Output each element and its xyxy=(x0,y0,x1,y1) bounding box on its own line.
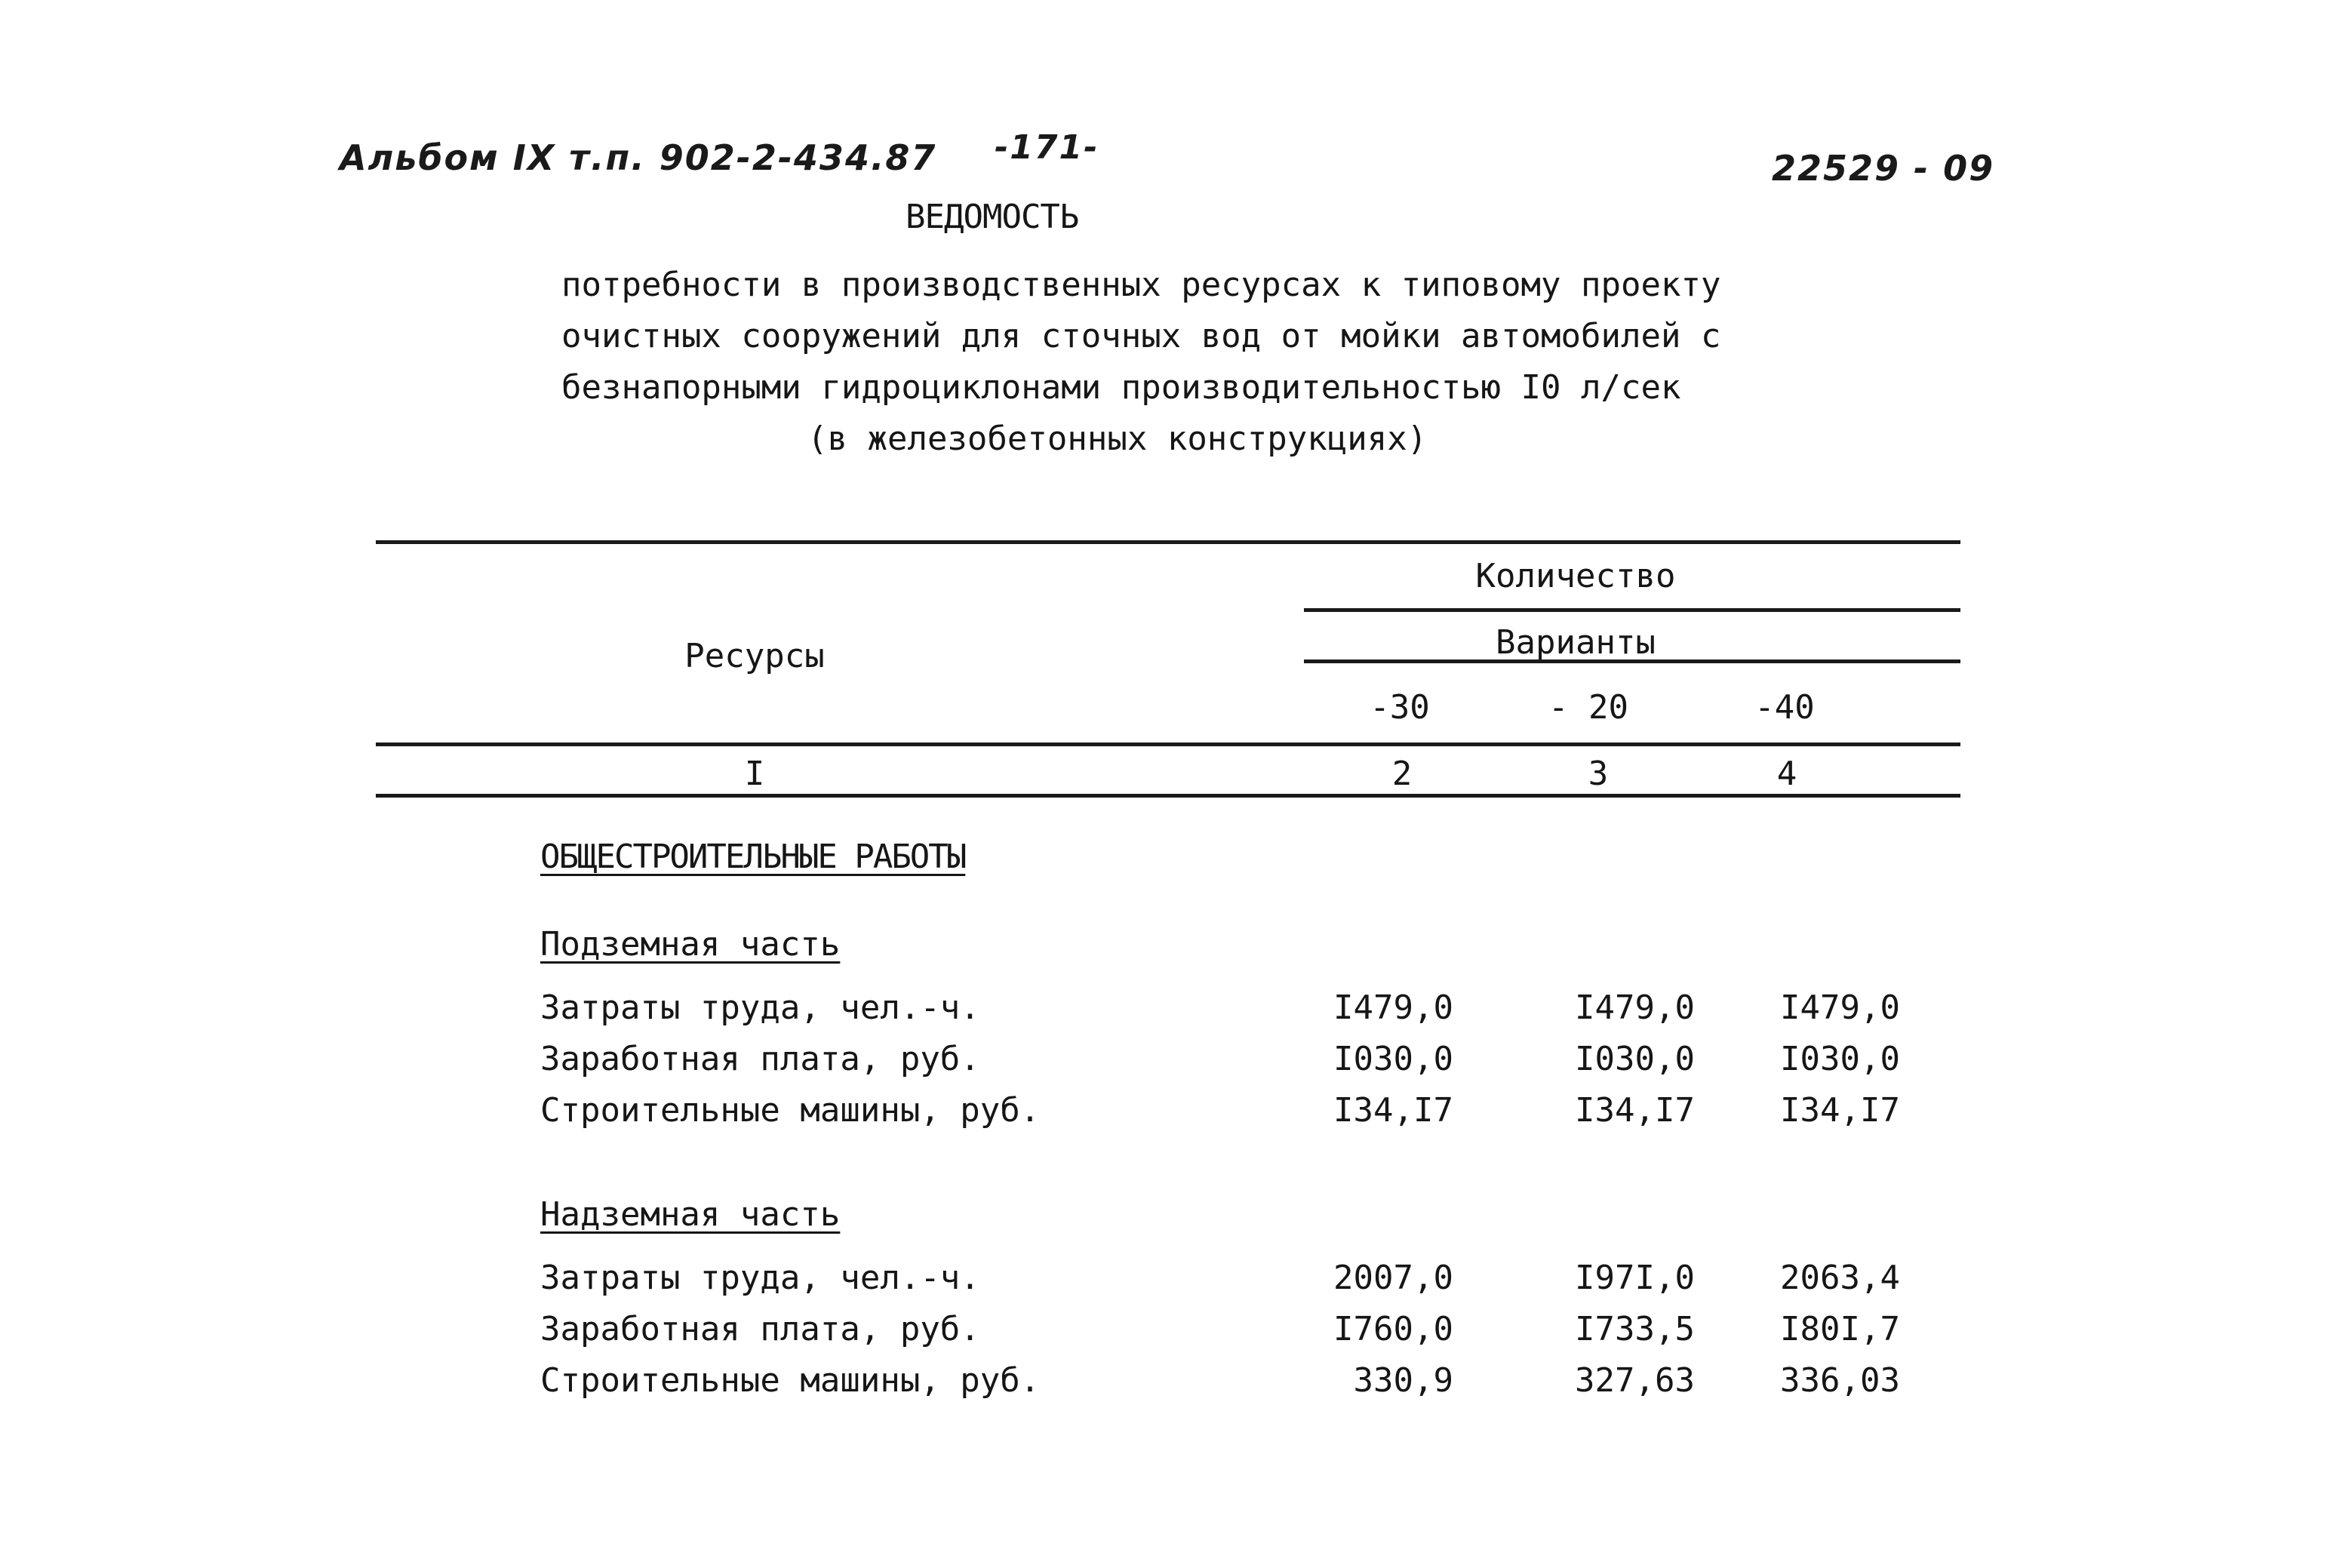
column-number: 3 xyxy=(1588,755,1609,793)
table-header-rule xyxy=(376,742,1960,746)
document-code: 22529 - 09 xyxy=(1772,148,1995,189)
row-value: 336,03 xyxy=(1780,1361,1900,1400)
row-value: I760,0 xyxy=(1333,1310,1453,1348)
variant-label: -40 xyxy=(1754,688,1815,727)
row-value: I479,0 xyxy=(1575,988,1695,1027)
row-value: I34,I7 xyxy=(1780,1091,1900,1130)
subtitle-line: (в железобетонных конструкциях) xyxy=(807,420,1428,458)
table-row xyxy=(540,1361,1929,1407)
row-value: 327,63 xyxy=(1575,1361,1695,1400)
row-value: I479,0 xyxy=(1780,988,1900,1027)
row-value: I80I,7 xyxy=(1780,1310,1900,1348)
row-value: I479,0 xyxy=(1333,988,1453,1027)
subtitle-line: безнапорными гидроциклонами производительностью I0 л/сек xyxy=(561,368,1681,407)
row-value: I030,0 xyxy=(1780,1040,1900,1078)
column-number: 4 xyxy=(1776,755,1797,793)
row-label: Затраты труда, чел.-ч. xyxy=(540,988,980,1027)
subtitle-line: потребности в производственных ресурсах к типовому проекту xyxy=(561,266,1721,304)
column-number: 2 xyxy=(1391,755,1413,793)
document-title: ВЕДОМОСТЬ xyxy=(906,198,1079,236)
row-label: Затраты труда, чел.-ч. xyxy=(540,1259,980,1297)
table-row xyxy=(540,1091,1929,1136)
table-numbers-rule xyxy=(376,794,1960,798)
row-label: Строительные машины, руб. xyxy=(540,1091,1041,1130)
row-value: I733,5 xyxy=(1575,1310,1695,1348)
row-value: 2007,0 xyxy=(1333,1259,1453,1297)
row-value: I97I,0 xyxy=(1575,1259,1695,1297)
column-number: I xyxy=(744,755,765,793)
aboveground-heading: Надземная часть xyxy=(540,1195,841,1234)
table-top-rule xyxy=(376,540,1960,544)
quantity-header: Количество xyxy=(1475,557,1676,595)
general-works-heading: ОБЩЕСТРОИТЕЛЬНЫЕ РАБОТЫ xyxy=(540,838,966,876)
table-row xyxy=(540,1040,1929,1085)
table-row xyxy=(540,1259,1929,1304)
variant-label: -30 xyxy=(1370,688,1430,727)
resources-header: Ресурсы xyxy=(684,637,825,675)
row-label: Заработная плата, руб. xyxy=(540,1040,980,1078)
quantity-rule xyxy=(1304,608,1960,612)
table-row xyxy=(540,988,1929,1034)
table-row xyxy=(540,1310,1929,1355)
row-value: I34,I7 xyxy=(1333,1091,1453,1130)
variant-label: - 20 xyxy=(1548,688,1628,727)
row-value: I34,I7 xyxy=(1575,1091,1695,1130)
album-reference: Альбом IX т.п. 902-2-434.87 xyxy=(340,137,937,178)
variants-header: Варианты xyxy=(1496,623,1656,662)
variants-rule xyxy=(1304,659,1960,663)
row-label: Заработная плата, руб. xyxy=(540,1310,980,1348)
underground-heading: Подземная часть xyxy=(540,925,841,964)
row-value: I030,0 xyxy=(1333,1040,1453,1078)
row-value: I030,0 xyxy=(1575,1040,1695,1078)
subtitle-line: очистных сооружений для сточных вод от мойки автомобилей с xyxy=(561,317,1721,355)
row-value: 330,9 xyxy=(1353,1361,1453,1400)
row-value: 2063,4 xyxy=(1780,1259,1900,1297)
page-number: -171- xyxy=(995,128,1099,167)
row-label: Строительные машины, руб. xyxy=(540,1361,1041,1400)
